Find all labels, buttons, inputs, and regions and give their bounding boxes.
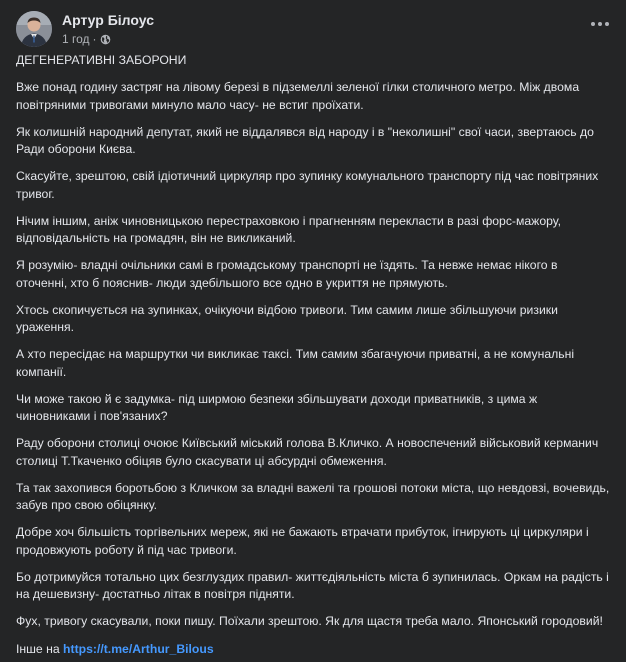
post-header (16, 0, 610, 52)
post-subline (62, 31, 154, 47)
globe-icon (100, 34, 111, 45)
avatar[interactable] (16, 11, 52, 47)
footer-prefix: Інше на (16, 641, 64, 656)
post-paragraph: Нічим іншим, аніж чиновницькою перестраховкою і прагненням перекласти в разі форс-мажору, відповідальність на громадян, він не викликаний. (16, 213, 562, 245)
separator-dot: · (92, 32, 97, 46)
more-options-button[interactable] (588, 12, 612, 36)
post-paragraph: Бо дотримуйся тотально цих безглуздих правил- життєдіяльність міста б зупинилась. Оркам на радість і на дешевизну- достатньо літак в повітря підняти. (16, 569, 609, 601)
post-meta (62, 10, 154, 47)
post-paragraph: Скасуйте, зрештою, свій ідіотичний циркуляр про зупинку комунального транспорту під час повітряних тривог. (16, 169, 599, 201)
post-paragraph: Та так захопився боротьбою з Кличком за владні важелі та грошові потоки міста, що невдовзі, вочевидь, забув про свою обіцянку. (16, 480, 610, 512)
post-paragraph: Фух, тривогу скасували, поки пишу. Поїхали зрештою. Як для щастя треба мало. Японський городовий! (16, 614, 603, 629)
post-paragraph: Вже понад годину застряг на лівому березі в підземеллі зеленої гілки столичного метро. Між двома повітряними тривогами минуло мало часу- не встиг проїхати. (16, 80, 580, 112)
post-body (16, 52, 610, 658)
telegram-link[interactable]: https://t.me/Arthur_Bilous (63, 641, 214, 656)
post-footer (16, 641, 610, 658)
post-paragraph: Я розумію- владні очільники самі в громадському транспорті не їздять. Та невже немає нікого в оточенні, хто б пояснив- люди здебільшого все одно в укриття не прямують. (16, 258, 558, 290)
avatar-image (16, 11, 52, 47)
post-paragraph: А хто пересідає на маршрутки чи викликає таксі. Тим самим збагачуючи приватні, а не комунальні компанії. (16, 347, 575, 379)
more-horizontal-icon (590, 21, 610, 27)
author-name[interactable]: Артур Білоус (62, 12, 154, 28)
post-paragraph: Раду оборони столиці очоює Київський міський голова В.Кличко. А новоспечений військовий керманич столиці Т.Ткаченко обіцяв було скасувати ці абсурдні обмеження. (16, 436, 599, 468)
post-time[interactable]: 1 год (62, 32, 90, 46)
post-title: ДЕГЕНЕРАТИВНІ ЗАБОРОНИ (16, 53, 187, 67)
post-paragraph: Хтось скопичується на зупинках, очікуючи відбою тривоги. Тим самим лише збільшуючи ризики ураження. (16, 302, 558, 334)
post-paragraph: Чи може такою й є задумка- під ширмою безпеки збільшувати доходи приватників, з цима ж чиновниками і пов'язаних? (16, 391, 538, 423)
post-paragraph: Добре хоч більшість торгівельних мереж, які не бажають втрачати прибуток, ігнирують ці циркуляри і продовжують роботу й під час тривоги. (16, 525, 589, 557)
post-paragraph: Як колишній народний депутат, який не віддалявся від народу і в "неколишні" свої часи, звертаюсь до Ради оборони Києва. (16, 124, 594, 156)
